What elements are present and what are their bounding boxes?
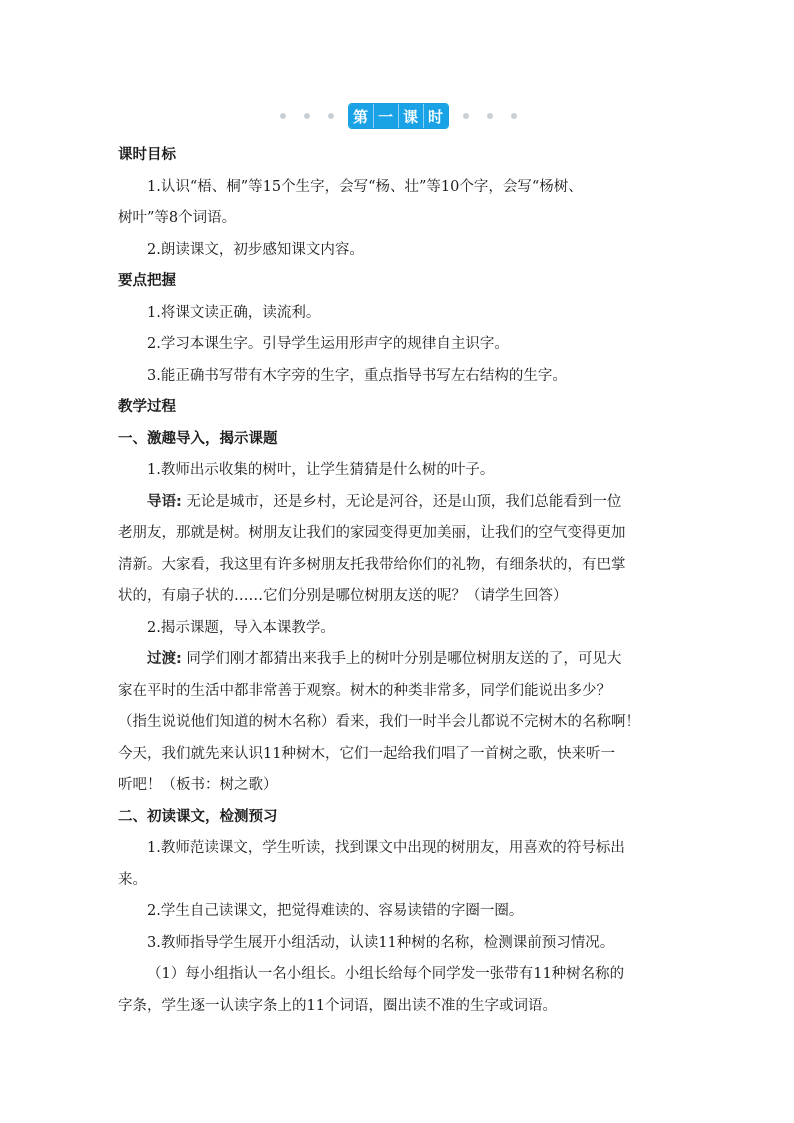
key-point-1: 1.将课文读正确，读流利。 bbox=[147, 304, 321, 321]
transition-text: 同学们刚才都猜出来我手上的树叶分别是哪位树朋友送的了，可见大 bbox=[181, 651, 622, 667]
badge-char: 第 bbox=[349, 104, 374, 128]
lesson-header bbox=[118, 103, 678, 129]
decorative-dots-left bbox=[280, 113, 334, 119]
transition-paragraph-line-4: 今天，我们就先来认识11种树木，它们一起给我们唱了一首树之歌，快来听一 bbox=[118, 745, 615, 762]
badge-char: 一 bbox=[374, 104, 399, 128]
section-2-step-1-line-2: 来。 bbox=[118, 871, 147, 888]
transition-paragraph-line-3: （指生说说他们知道的树木名称）看来，我们一时半会儿都说不完树木的名称啊！ bbox=[118, 714, 640, 730]
guide-label: 导语: bbox=[147, 493, 182, 510]
badge-char: 时 bbox=[424, 104, 448, 128]
guide-paragraph-line-1 bbox=[118, 487, 678, 519]
section-2-heading: 二、初读课文，检测预习 bbox=[118, 808, 278, 825]
section-1-step-2: 2.揭示课题，导入本课教学。 bbox=[147, 619, 335, 636]
goal-item-2: 2.朗读课文，初步感知课文内容。 bbox=[147, 241, 364, 258]
badge-char: 课 bbox=[399, 104, 424, 128]
process-heading: 教学过程 bbox=[118, 399, 176, 415]
key-points-heading: 要点把握 bbox=[118, 273, 176, 289]
document-body bbox=[118, 140, 678, 1022]
dot-icon bbox=[280, 113, 286, 119]
decorative-dots-right bbox=[463, 113, 517, 119]
section-1-step-1: 1.教师出示收集的树叶，让学生猜猜是什么树的叶子。 bbox=[147, 462, 495, 478]
guide-paragraph-line-2: 老朋友，那就是树。树朋友让我们的家园变得更加美丽，让我们的空气变得更加 bbox=[118, 525, 626, 541]
dot-icon bbox=[511, 113, 517, 119]
dot-icon bbox=[328, 113, 334, 119]
dot-icon bbox=[304, 113, 310, 119]
section-2-step-2: 2.学生自己读课文，把觉得难读的、容易读错的字圈一圈。 bbox=[147, 903, 524, 919]
goal-item-1-line-2: 树叶”等8个词语。 bbox=[118, 210, 237, 226]
section-2-step-3: 3.教师指导学生展开小组活动，认读11种树的名称，检测课前预习情况。 bbox=[147, 934, 615, 951]
dot-icon bbox=[487, 113, 493, 119]
guide-text: 无论是城市，还是乡村，无论是河谷，还是山顶，我们总能看到一位 bbox=[181, 493, 622, 510]
transition-paragraph-line-2: 家在平时的生活中都非常善于观察。树木的种类非常多，同学们能说出多少？ bbox=[118, 682, 611, 699]
section-2-sub-1-line-1: （1）每小组指认一名小组长。小组长给每个同学发一张带有11种树名称的 bbox=[147, 966, 625, 982]
key-point-2: 2.学习本课生字。引导学生运用形声字的规律自主识字。 bbox=[147, 336, 509, 352]
guide-paragraph-line-4: 状的，有扇子状的……它们分别是哪位树朋友送的呢？（请学生回答） bbox=[118, 588, 568, 604]
key-point-3: 3.能正确书写带有木字旁的生字，重点指导书写左右结构的生字。 bbox=[147, 367, 567, 384]
goals-heading: 课时目标 bbox=[118, 147, 176, 163]
section-1-heading: 一、激趣导入，揭示课题 bbox=[118, 430, 278, 447]
goal-item-1-line-1: 1.认识“梧、桐”等15个生字，会写“杨、壮”等10个字，会写“杨树、 bbox=[147, 178, 583, 195]
dot-icon bbox=[463, 113, 469, 119]
transition-label: 过渡: bbox=[147, 651, 182, 667]
lesson-badge bbox=[348, 103, 449, 129]
guide-paragraph-line-3: 清新。大家看，我这里有许多树朋友托我带给你们的礼物，有细条状的，有巴掌 bbox=[118, 556, 626, 573]
section-2-sub-1-line-2: 字条，学生逐一认读字条上的11个词语，圈出读不准的生字或词语。 bbox=[118, 997, 557, 1014]
section-2-step-1-line-1: 1.教师范读课文，学生听读，找到课文中出现的树朋友，用喜欢的符号标出 bbox=[147, 840, 625, 856]
transition-paragraph-line-1 bbox=[118, 644, 678, 676]
transition-paragraph-line-5: 听吧！（板书：树之歌） bbox=[118, 777, 278, 793]
